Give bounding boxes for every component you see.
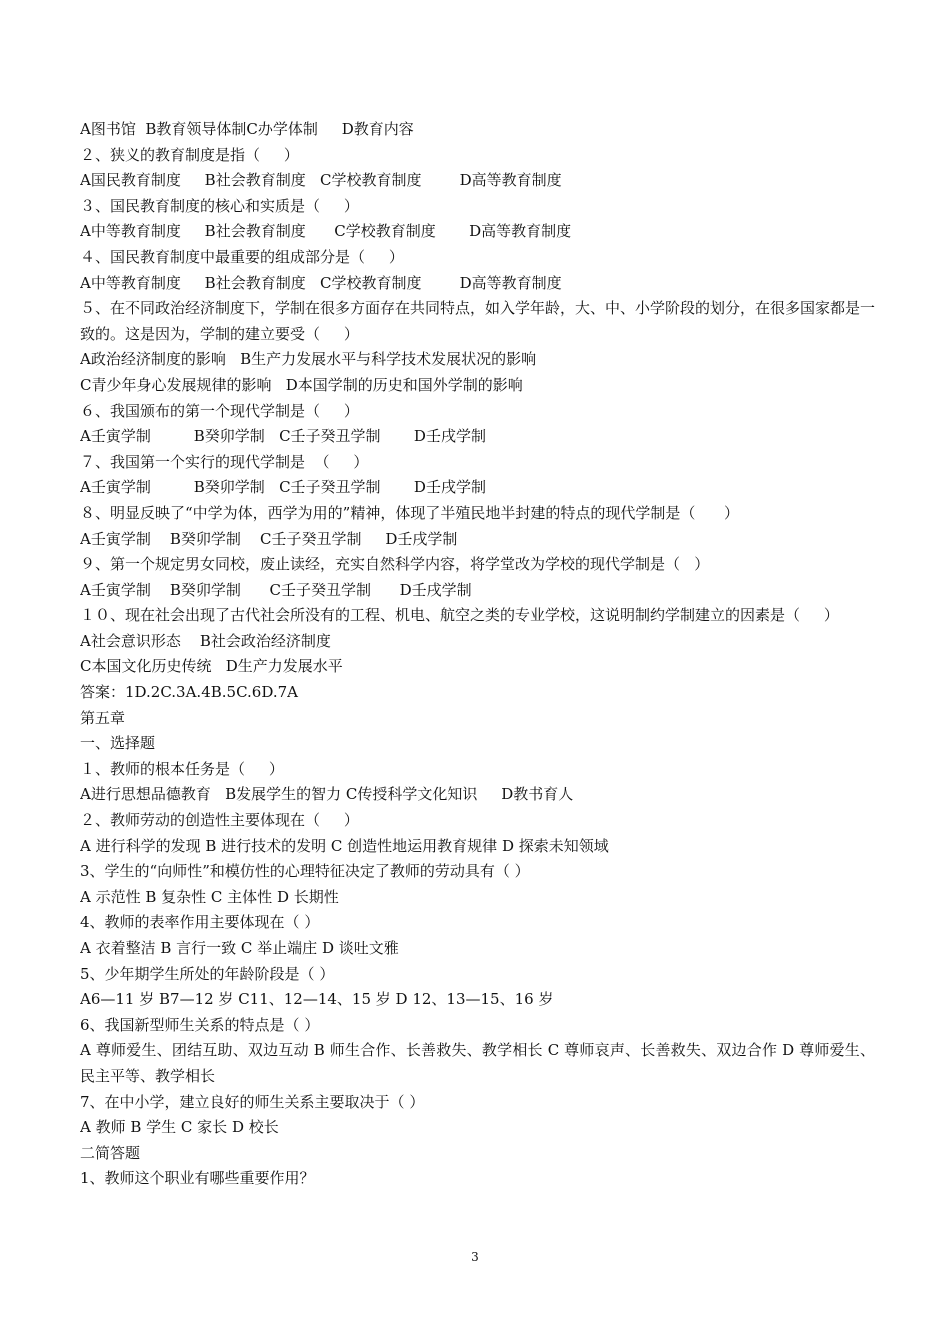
options-line: A壬寅学制 B癸卯学制 C壬子癸丑学制 D壬戌学制 [80, 529, 458, 548]
question-line: ２、狭义的教育制度是指（ ） [80, 145, 299, 164]
options-line: A 进行科学的发现 B 进行技术的发明 C 创造性地运用教育规律 D 探索未知领域 [80, 836, 609, 855]
question-line: ４、国民教育制度中最重要的组成部分是（ ） [80, 247, 404, 266]
options-line: A中等教育制度 B社会教育制度 C学校教育制度 D高等教育制度 [80, 273, 562, 292]
question-line: 6、我国新型师生关系的特点是（ ） [80, 1015, 320, 1034]
options-line: A 教师 B 学生 C 家长 D 校长 [80, 1118, 279, 1137]
question-line: 3、学生的“向师性”和模仿性的心理特征决定了教师的劳动具有（ ） [80, 862, 530, 881]
question-line: ５、在不同政治经济制度下，学制在很多方面存在共同特点，如入学年龄，大、中、小学阶段的划分，在很多国家都是一致的。这是因为，学制的建立要受（ ） [80, 299, 876, 343]
question-line: ７、我国第一个实行的现代学制是 （ ） [80, 452, 369, 471]
options-line: A国民教育制度 B社会教育制度 C学校教育制度 D高等教育制度 [80, 171, 562, 190]
options-line: C青少年身心发展规律的影响 D本国学制的历史和国外学制的影响 [80, 375, 523, 394]
question-line: 1、教师这个职业有哪些重要作用？ [80, 1169, 315, 1188]
options-line: C本国文化历史传统 D生产力发展水平 [80, 657, 343, 676]
chapter-heading: 第五章 [80, 708, 126, 727]
question-line: 4、教师的表率作用主要体现在（ ） [80, 913, 320, 932]
options-line: A壬寅学制 B癸卯学制 C壬子癸丑学制 D壬戌学制 [80, 427, 486, 446]
question-line: ２、教师劳动的创造性主要体现在（ ） [80, 811, 359, 830]
options-line: A政治经济制度的影响 B生产力发展水平与科学技术发展状况的影响 [80, 350, 537, 369]
options-line: A6—11 岁 B7—12 岁 C11、12—14、15 岁 D 12、13—15、16 岁 [80, 990, 554, 1009]
section-heading: 一、选择题 [80, 734, 156, 753]
options-line: A 示范性 B 复杂性 C 主体性 D 长期性 [80, 887, 339, 906]
text-line: A图书馆 B教育领导体制C办学体制 D教育内容 [80, 120, 414, 138]
options-line: A壬寅学制 B癸卯学制 C壬子癸丑学制 D壬戌学制 [80, 580, 472, 599]
options-line: A中等教育制度 B社会教育制度 C学校教育制度 D高等教育制度 [80, 222, 572, 241]
question-line: ３、国民教育制度的核心和实质是（ ） [80, 196, 359, 215]
question-line: ９、第一个规定男女同校，废止读经，充实自然科学内容，将学堂改为学校的现代学制是（ ） [80, 555, 710, 574]
question-line: 5、少年期学生所处的年龄阶段是（ ） [80, 964, 335, 983]
options-line: A社会意识形态 B社会政治经济制度 [80, 631, 331, 650]
options-line: A 尊师爱生、团结互助、双边互动 B 师生合作、长善救失、教学相长 C 尊师哀声、长善救失、双边合作 D 尊师爱生、民主平等、教学相长 [80, 1041, 875, 1085]
section-heading: 二简答题 [80, 1143, 141, 1162]
options-line: A进行思想品德教育 B发展学生的智力 C传授科学文化知识 D教书育人 [80, 785, 574, 804]
document-body [80, 117, 875, 1192]
options-line: A 衣着整洁 B 言行一致 C 举止端庄 D 谈吐文雅 [80, 939, 399, 957]
question-line: ８、明显反映了“中学为体，西学为用的”精神，体现了半殖民地半封建的特点的现代学制是（ ） [80, 503, 739, 522]
options-line: A壬寅学制 B癸卯学制 C壬子癸丑学制 D壬戌学制 [80, 478, 486, 497]
question-line: １、教师的根本任务是（ ） [80, 759, 284, 778]
answer-key: 答案：1D.2C.3A.4B.5C.6D.7A [80, 683, 298, 702]
page-number: 3 [471, 1250, 479, 1264]
question-line: ６、我国颁布的第一个现代学制是（ ） [80, 401, 359, 420]
question-line: 7、在中小学，建立良好的师生关系主要取决于（ ） [80, 1092, 425, 1111]
question-line: １０、现在社会出现了古代社会所没有的工程、机电、航空之类的专业学校，这说明制约学制建立的因素是（ ） [80, 606, 839, 625]
